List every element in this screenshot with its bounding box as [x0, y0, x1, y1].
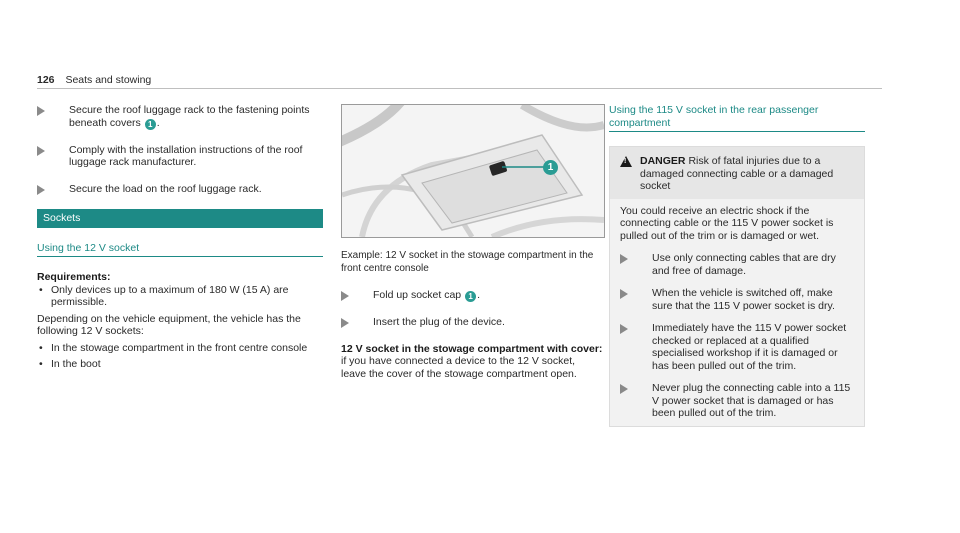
callout-1-icon: 1	[465, 291, 476, 302]
step-item: Comply with the installation instructions of the roof luggage rack manufacturer.	[37, 144, 323, 169]
requirements-label: Requirements:	[37, 271, 111, 283]
step-item: Secure the roof luggage rack to the fastening points beneath covers 1 .	[37, 104, 323, 130]
column-left	[37, 104, 323, 371]
step-item: Secure the load on the roof luggage rack.	[37, 183, 323, 196]
column-middle	[341, 104, 603, 380]
step-arrow-icon	[620, 384, 628, 394]
step-arrow-icon	[37, 106, 45, 116]
page-header	[37, 74, 882, 87]
bullet-icon: •	[39, 283, 43, 296]
step-arrow-icon	[620, 254, 628, 264]
step-item: Immediately have the 115 V power socket checked or replaced at a qualified specialised workshop if it is damaged or has been pulled out of the trim.	[620, 322, 854, 372]
section-heading-sockets: Sockets	[37, 209, 323, 228]
socket-list-item: • In the stowage compartment in the front centre console	[39, 341, 308, 354]
step-arrow-icon	[37, 185, 45, 195]
header-rule	[37, 88, 882, 89]
stowage-body: if you have connected a device to the 12 V socket, leave the cover of the stowage compartment open.	[341, 355, 577, 380]
danger-title: Risk of fatal injuries due to a damaged connecting cable or a damaged socket	[640, 155, 834, 192]
warning-triangle-icon	[620, 156, 632, 167]
danger-header	[610, 147, 864, 199]
stowage-note	[341, 343, 603, 381]
section-heading-115v: Using the 115 V socket in the rear passenger compartment	[609, 104, 865, 132]
column-right	[609, 104, 865, 427]
step-arrow-icon	[37, 146, 45, 156]
bullet-icon: •	[39, 341, 43, 354]
step-item: When the vehicle is switched off, make sure that the 115 V power socket is dry.	[620, 287, 854, 312]
page-title: Seats and stowing	[65, 74, 152, 86]
step-arrow-icon	[620, 289, 628, 299]
bullet-icon: •	[39, 358, 43, 370]
step-item: Never plug the connecting cable into a 115 V power socket that is damaged or has been pulled out of the trim.	[620, 382, 854, 420]
body-text: Depending on the vehicle equipment, the vehicle has the following 12 V sockets:	[37, 312, 301, 337]
socket-list-item: • In the boot	[39, 358, 101, 370]
stowage-subheading: 12 V socket in the stowage compartment with cover:	[341, 342, 603, 355]
figure-callout-1-icon: 1	[543, 160, 558, 175]
step-arrow-icon	[620, 324, 628, 334]
step-item: Use only connecting cables that are dry and free of damage.	[620, 252, 854, 277]
console-illustration	[342, 105, 604, 237]
step-item: Insert the plug of the device.	[341, 316, 603, 329]
danger-label: DANGER	[640, 155, 686, 167]
figure-caption: Example: 12 V socket in the stowage compartment in the front centre console	[341, 250, 594, 274]
step-arrow-icon	[341, 291, 349, 301]
danger-box	[609, 146, 865, 427]
danger-body	[610, 199, 864, 426]
requirement-item: • Only devices up to a maximum of 180 W (15 A) are permissible.	[39, 283, 289, 308]
page-number: 126	[37, 74, 55, 86]
step-item: Fold up socket cap 1 .	[341, 289, 603, 302]
subsection-heading: Using the 12 V socket	[37, 242, 323, 258]
step-arrow-icon	[341, 318, 349, 328]
callout-1-icon: 1	[145, 119, 156, 130]
socket-photo	[341, 104, 605, 238]
danger-text: You could receive an electric shock if the connecting cable or the 115 V power socket is pulled out of the trim or is damaged or wet.	[620, 204, 834, 242]
